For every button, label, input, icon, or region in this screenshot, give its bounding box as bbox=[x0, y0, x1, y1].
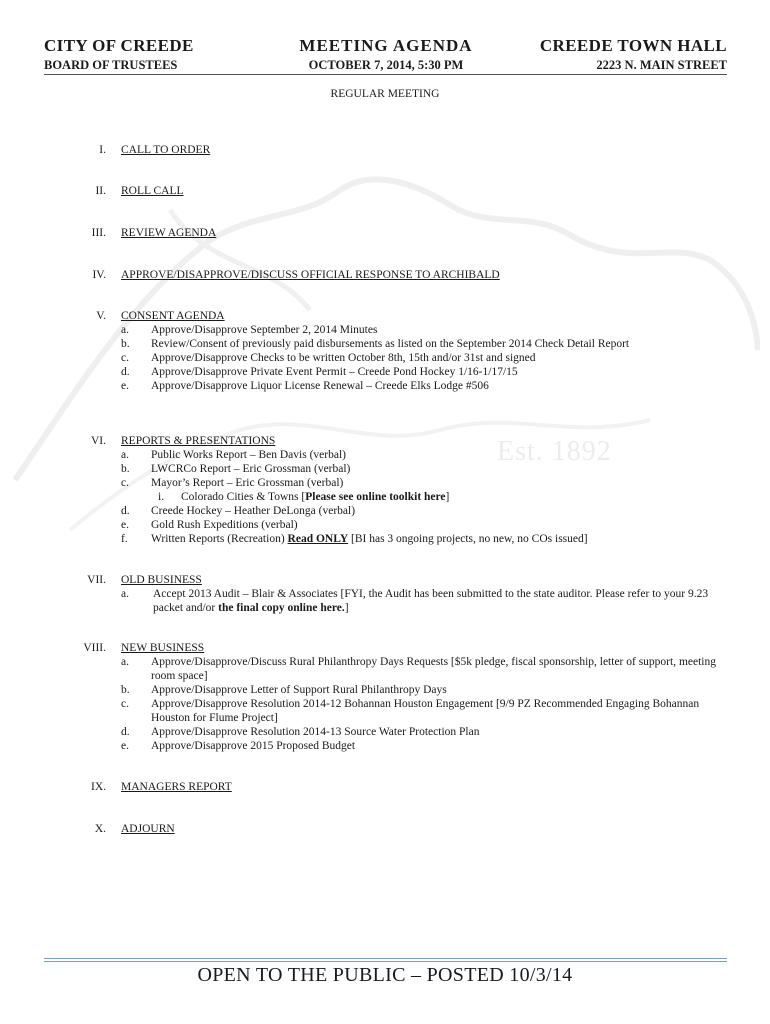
section-number: V. bbox=[96, 310, 106, 322]
list-item: f. Written Reports (Recreation) Read ONLY [BI has 3 ongoing projects, no new, no COs issued] bbox=[121, 533, 588, 545]
city-name: CITY OF CREEDE bbox=[44, 36, 194, 55]
list-item: i. Colorado Cities & Towns [Please see online toolkit here] bbox=[158, 491, 450, 503]
list-item: e. Gold Rush Expeditions (verbal) bbox=[121, 519, 298, 531]
online-toolkit-link[interactable]: Please see online toolkit here bbox=[305, 491, 446, 503]
list-item: b. Review/Consent of previously paid disbursements as listed on the September 2014 Check Detail Report bbox=[121, 338, 630, 350]
section-items bbox=[121, 448, 721, 546]
list-item: c. Approve/Disapprove Resolution 2014-12 Bohannan Houston Engagement [9/9 PZ Recommended Engaging Bohannan Houston for Flume Project] bbox=[121, 698, 700, 724]
section-title: CALL TO ORDER bbox=[121, 144, 211, 156]
venue-address: 2223 N. MAIN STREET bbox=[596, 58, 727, 72]
letterhead-right bbox=[540, 36, 727, 73]
list-item: c. Approve/Disapprove Checks to be written October 8th, 15th and/or 31st and signed bbox=[121, 352, 536, 364]
section-number: X. bbox=[94, 823, 106, 835]
meeting-datetime: OCTOBER 7, 2014, 5:30 PM bbox=[308, 58, 464, 72]
section-title: MANAGERS REPORT bbox=[121, 781, 232, 793]
venue-name: CREEDE TOWN HALL bbox=[539, 36, 727, 55]
list-item: d. Approve/Disapprove Private Event Permit – Creede Pond Hockey 1/16-1/17/15 bbox=[121, 366, 518, 378]
section-number: VIII. bbox=[83, 642, 106, 654]
meeting-type: REGULAR MEETING bbox=[330, 88, 440, 100]
section-number: II. bbox=[95, 185, 106, 197]
watermark-text: Est. 1892 bbox=[497, 436, 612, 467]
section-title: REPORTS & PRESENTATIONS bbox=[121, 435, 276, 447]
section-title: OLD BUSINESS bbox=[121, 574, 202, 586]
letterhead bbox=[44, 36, 727, 72]
posting-notice: OPEN TO THE PUBLIC – POSTED 10/3/14 bbox=[197, 964, 573, 986]
section-items bbox=[121, 323, 721, 393]
audit-online-link[interactable]: the final copy online here. bbox=[218, 602, 345, 614]
letterhead-left bbox=[44, 36, 194, 73]
section-title: NEW BUSINESS bbox=[121, 642, 205, 654]
list-item: e. Approve/Disapprove 2015 Proposed Budget bbox=[121, 740, 356, 752]
section-title: ROLL CALL bbox=[121, 185, 184, 197]
section-items bbox=[121, 587, 721, 615]
list-item: b. LWCRCo Report – Eric Grossman (verbal) bbox=[121, 463, 351, 475]
list-item: a. Accept 2013 Audit – Blair & Associates [FYI, the Audit has been submitted to the state auditor. Please refer to your 9.23 packet and/or the final copy online here.] bbox=[121, 588, 709, 614]
header-divider bbox=[44, 74, 727, 75]
list-item: c. Mayor’s Report – Eric Grossman (verbal) bbox=[121, 477, 344, 489]
document-title: MEETING AGENDA bbox=[299, 36, 473, 55]
read-only-note: Read ONLY bbox=[287, 533, 349, 545]
footer-divider bbox=[44, 958, 727, 962]
section-number: I. bbox=[99, 144, 106, 156]
board-name: BOARD OF TRUSTEES bbox=[44, 58, 178, 72]
section-number: IX. bbox=[90, 781, 106, 793]
list-item: a. Approve/Disapprove/Discuss Rural Philanthropy Days Requests [$5k pledge, fiscal sponsorship, letter of support, meeting room space] bbox=[121, 656, 717, 682]
list-item: a. Approve/Disapprove September 2, 2014 Minutes bbox=[121, 324, 378, 336]
section-title: CONSENT AGENDA bbox=[121, 310, 225, 322]
section-number: VI. bbox=[90, 435, 106, 447]
section-title: ADJOURN bbox=[121, 823, 175, 835]
letterhead-center bbox=[286, 36, 486, 73]
section-number: IV. bbox=[92, 269, 106, 281]
list-item: b. Approve/Disapprove Letter of Support Rural Philanthropy Days bbox=[121, 684, 447, 696]
section-number: VII. bbox=[87, 574, 106, 586]
list-item: d. Approve/Disapprove Resolution 2014-13 Source Water Protection Plan bbox=[121, 726, 480, 738]
section-title: REVIEW AGENDA bbox=[121, 227, 217, 239]
list-item: e. Approve/Disapprove Liquor License Renewal – Creede Elks Lodge #506 bbox=[121, 380, 489, 392]
section-items bbox=[121, 655, 721, 753]
section-title: APPROVE/DISAPPROVE/DISCUSS OFFICIAL RESPONSE TO ARCHIBALD bbox=[121, 269, 500, 281]
section-number: III. bbox=[91, 227, 106, 239]
list-item: d. Creede Hockey – Heather DeLonga (verbal) bbox=[121, 505, 356, 517]
list-item: a. Public Works Report – Ben Davis (verbal) bbox=[121, 449, 346, 461]
